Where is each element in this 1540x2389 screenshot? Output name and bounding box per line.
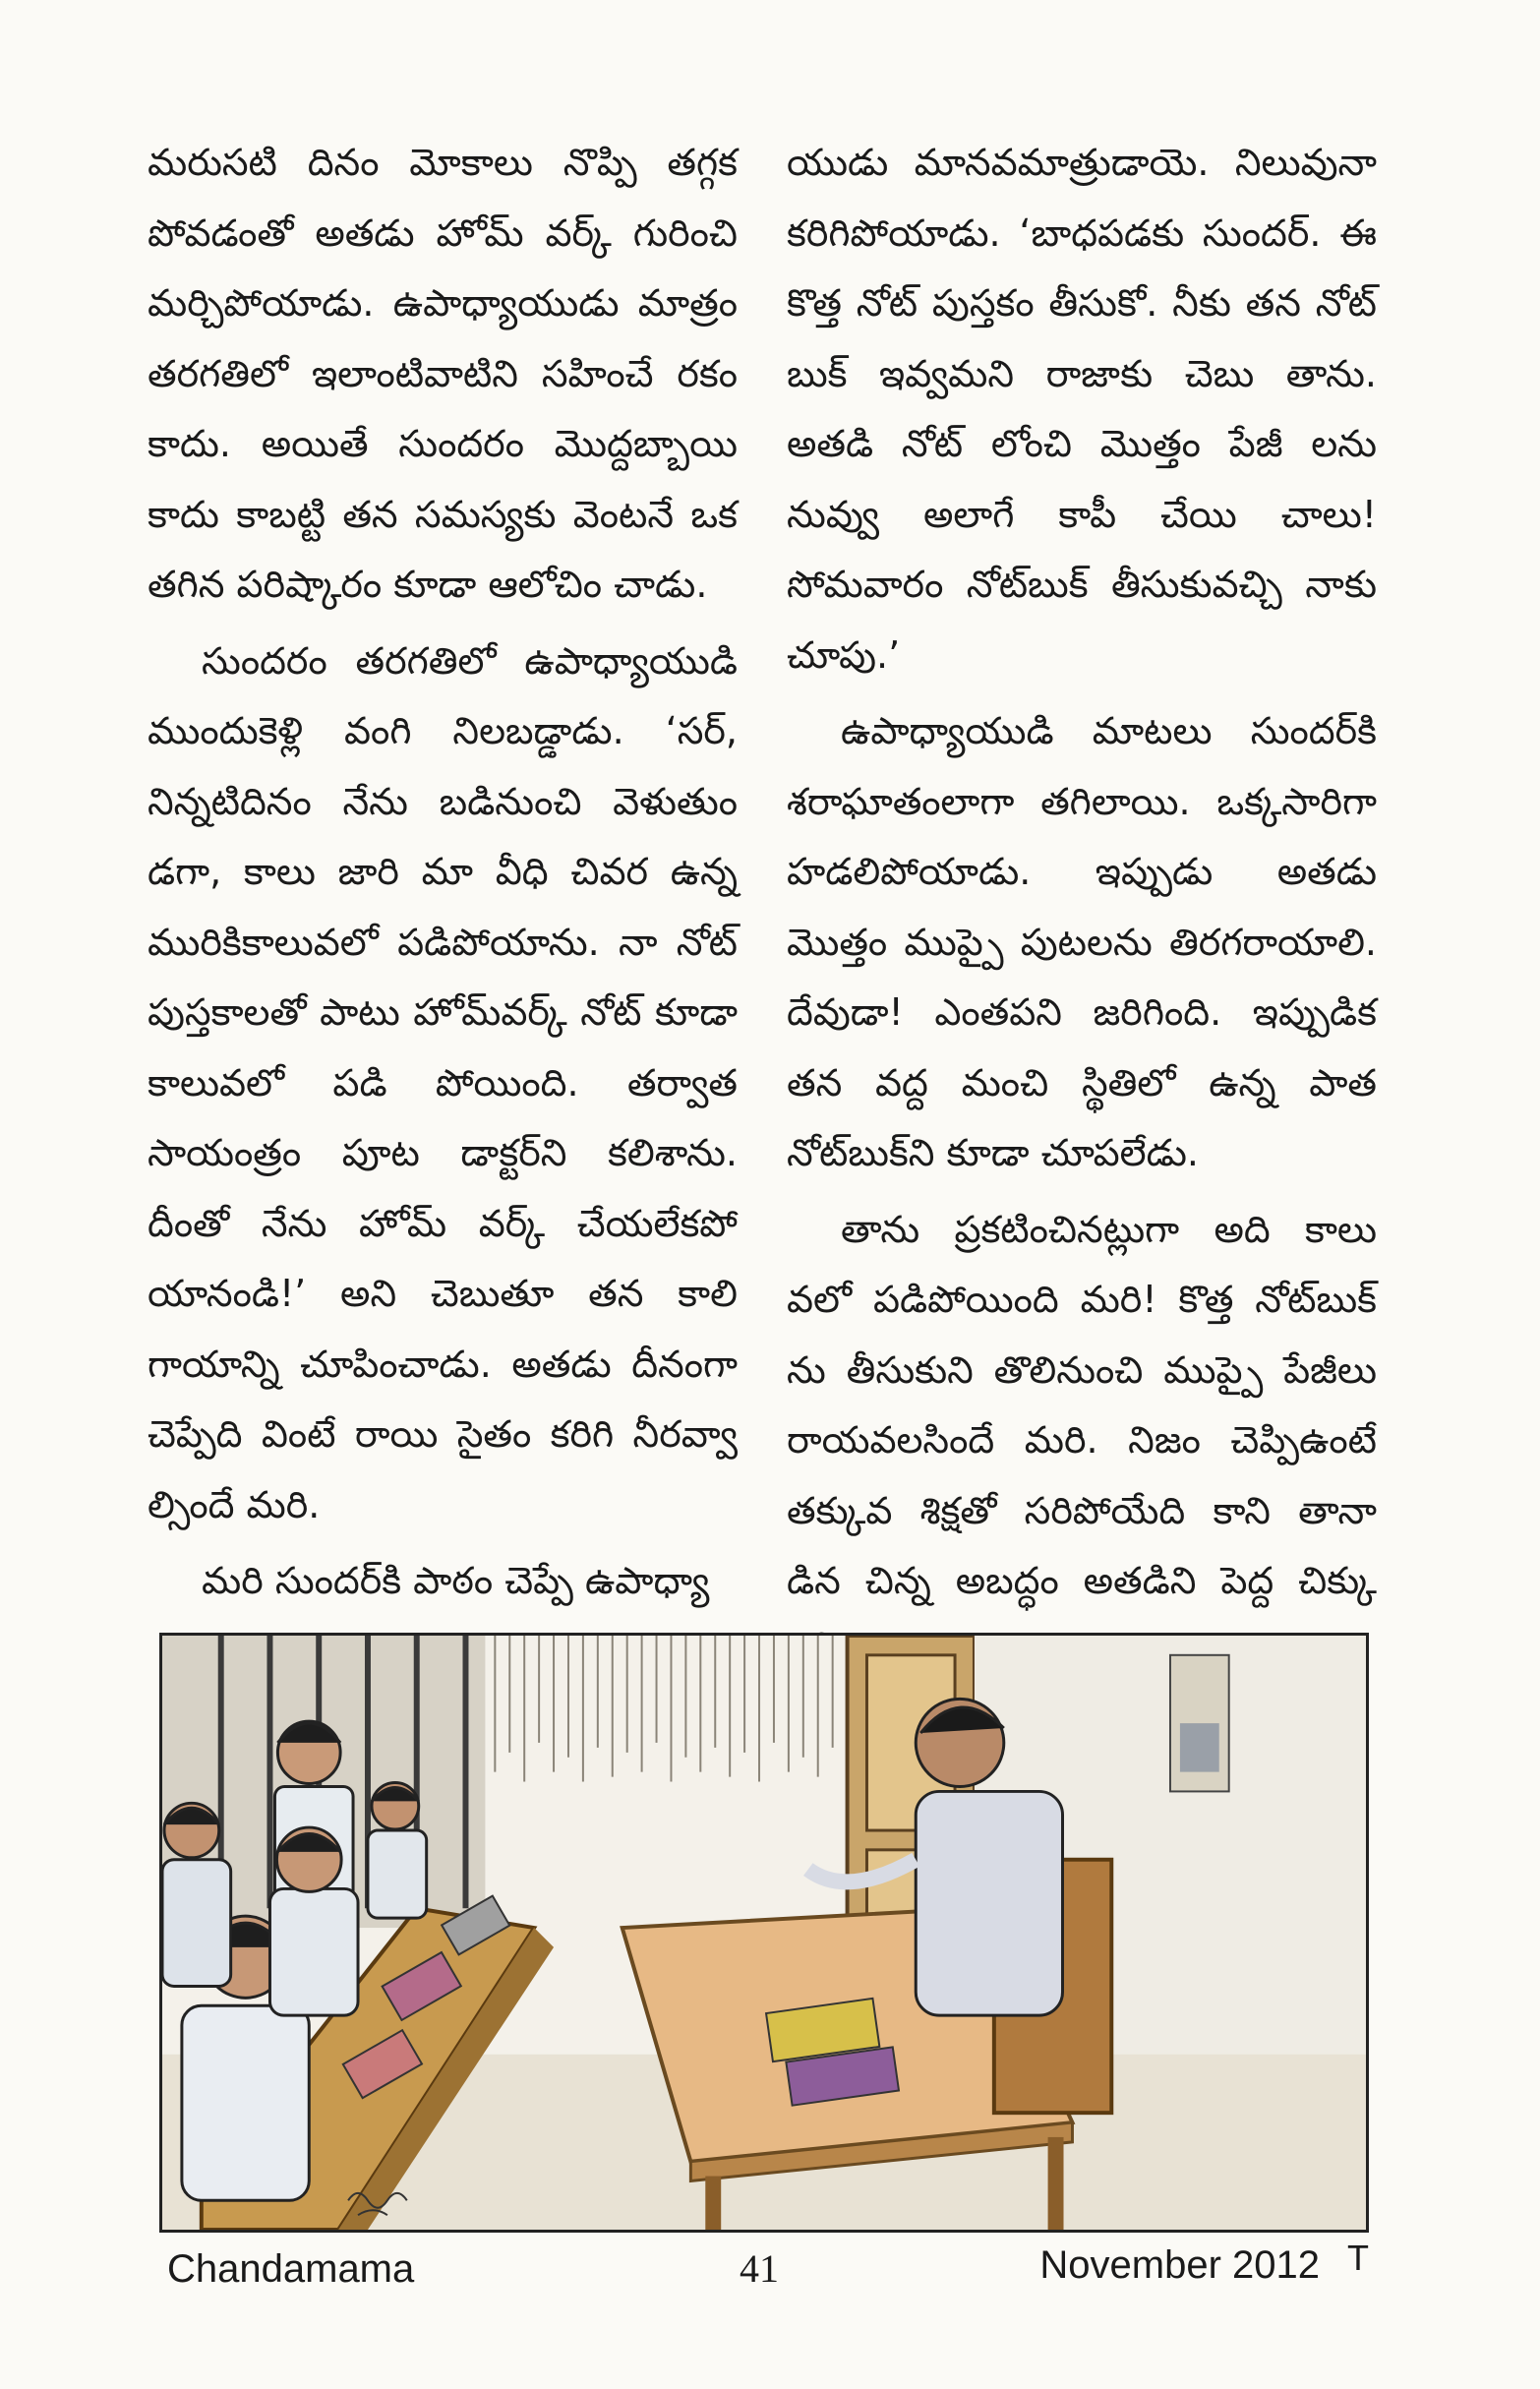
issue-date: November 2012 xyxy=(1039,2243,1320,2287)
magazine-name: Chandamama xyxy=(167,2247,415,2291)
left-column xyxy=(148,128,738,1633)
paragraph: మరుసటి దినం మోకాలు నొప్పి తగ్గక పోవడంతో అతడు హోమ్ వర్క్ గురించి మర్చిపోయాడు. ఉపాధ్యాయుడు మాత్రం తరగతిలో ఇలాంటివాటిని సహించే రకం కాదు. అయితే సుందరం మొద్దబ్బాయి కాదు కాబట్టి తన సమస్యకు వెంటనే ఒక తగిన పరిష్కారం కూడా ఆలోచిం చాడు. xyxy=(148,141,738,606)
paragraph: సుందరం తరగతిలో ఉపాధ్యాయుడి ముందుకెళ్లి వంగి నిలబడ్డాడు. ‘సర్, నిన్నటిదినం నేను బడినుంచి వెళుతుం డగా, కాలు జారి మా వీధి చివర ఉన్న మురికికాలువలో పడిపోయాను. నా నోట్ పుస్తకాలతో పాటు హోమ్‌వర్క్ నోట్ కూడా కాలువలో పడి పోయింది. తర్వాత సాయంత్రం పూట డాక్టర్‌ని కలిశాను. దీంతో నేను హోమ్ వర్క్ చేయలేకపో యానండి!’ అని చెబుతూ తన కాలి గాయాన్ని చూపించాడు. అతడు దీనంగా చెప్పేది వింటే రాయి సైతం కరిగి నీరవ్వా ల్సిందే మరి. xyxy=(148,638,738,1526)
page-number: 41 xyxy=(740,2246,779,2291)
paragraph: తాను ప్రకటించినట్లుగా అది కాలు వలో పడిపోయింది మరి! కొత్త నోట్‌బుక్ ను తీసుకుని తొలినుంచి ముప్పై పేజీలు రాయవలసిందే మరి. నిజం చెప్పిఉంటే తక్కువ శిక్షతో సరిపోయేది కాని తానా డిన చిన్న అబద్ధం అతడిని పెద్ద చిక్కు xyxy=(787,1207,1377,1602)
page-footer xyxy=(159,2238,1369,2306)
story-text xyxy=(148,128,1377,1633)
corner-mark: T xyxy=(1347,2238,1369,2278)
classroom-illustration xyxy=(159,1633,1369,2233)
paragraph: యుడు మానవమాత్రుడాయె. నిలువునా కరిగిపోయాడు. ‘బాధపడకు సుందర్. ఈ కొత్త నోట్ పుస్తకం తీసుకో. నీకు తన నోట్ బుక్ ఇవ్వమని రాజాకు చెబు తాను. అతడి నోట్ లోంచి మొత్తం పేజీ లను నువ్వు అలాగే కాపీ చేయి చాలు! సోమవారం నోట్‌బుక్ తీసుకువచ్చి నాకు చూపు.’ xyxy=(787,141,1377,677)
right-column xyxy=(787,128,1377,1633)
paragraph: ఉపాధ్యాయుడి మాటలు సుందర్‌కి శరాఘాతంలాగా తగిలాయి. ఒక్కసారిగా హడలిపోయాడు. ఇప్పుడు అతడు మొత్తం ముప్పై పుటలను తిరగరాయాలి. దేవుడా! ఎంతపని జరిగింది. ఇప్పుడిక తన వద్ద మంచి స్థితిలో ఉన్న పాత నోట్‌బుక్‌ని కూడా చూపలేడు. xyxy=(787,709,1377,1174)
classroom-scene xyxy=(162,1636,1366,2230)
paragraph: మరి సుందర్‌కి పాఠం చెప్పే ఉపాధ్యా xyxy=(202,1559,710,1602)
